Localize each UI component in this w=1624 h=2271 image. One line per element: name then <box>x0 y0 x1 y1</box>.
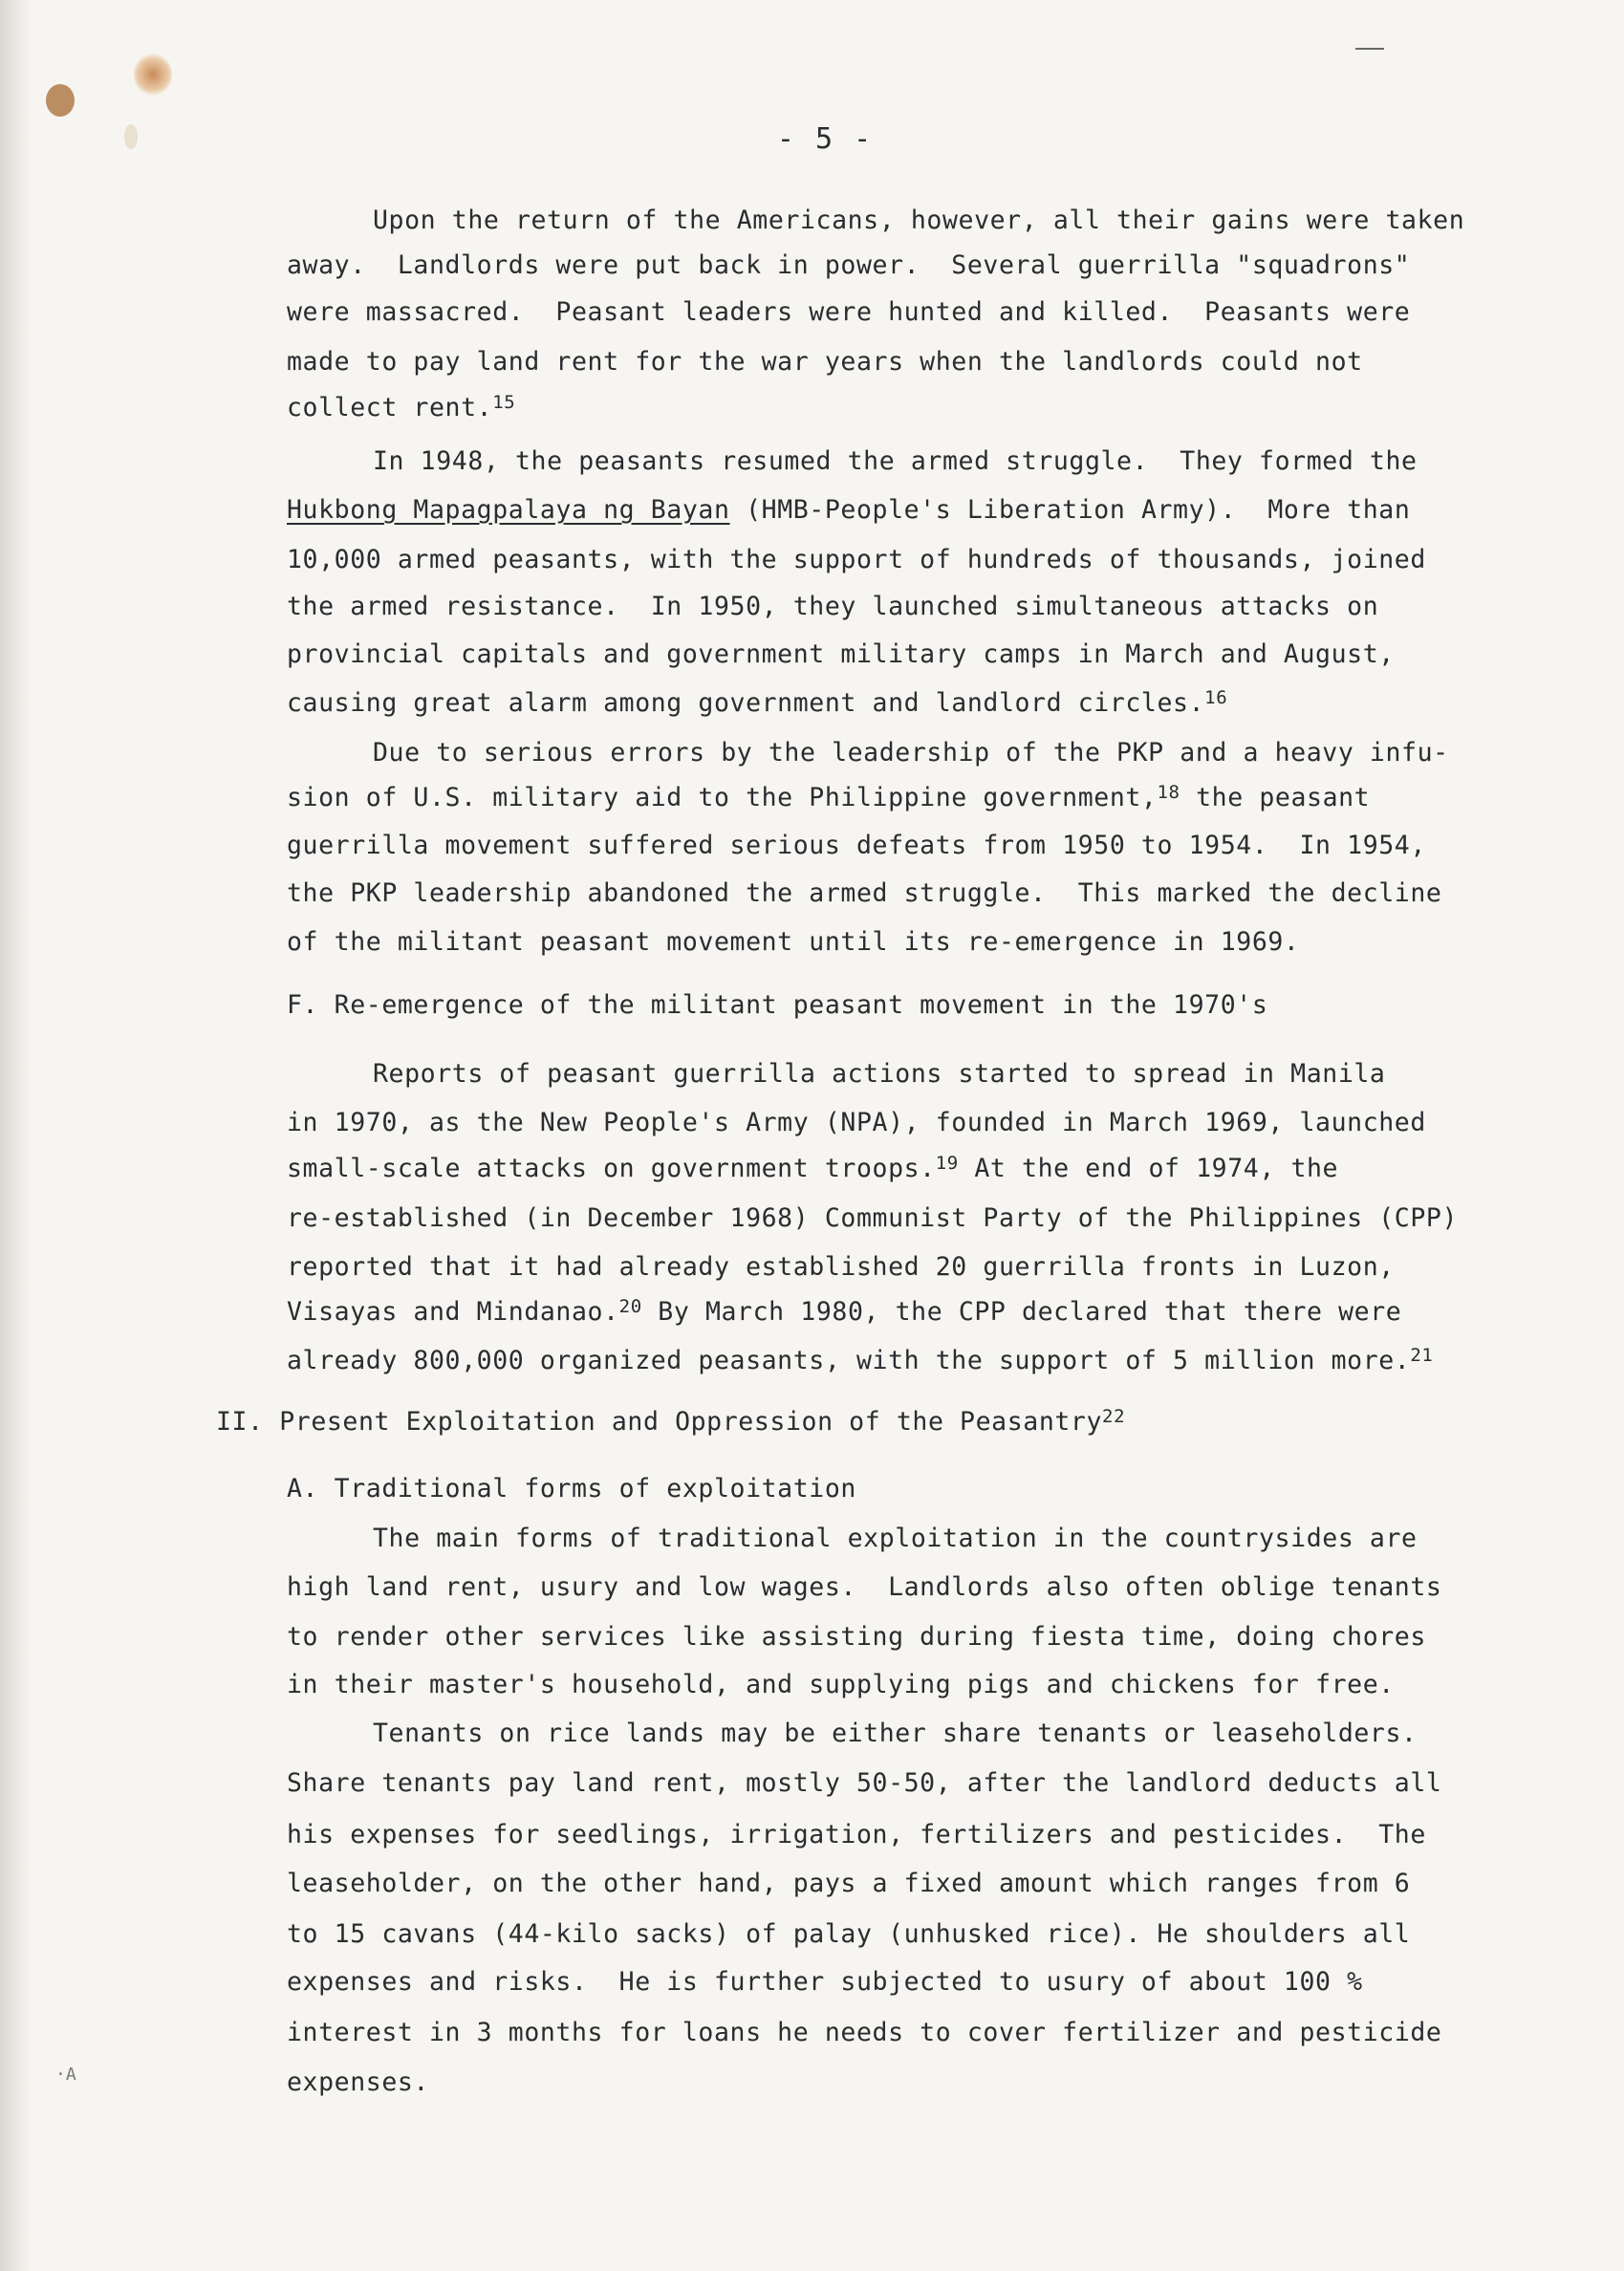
text-span: A. Traditional forms of exploitation <box>287 1474 856 1503</box>
text-span: Reports of peasant guerrilla actions started to spread in Manila <box>373 1059 1386 1089</box>
text-line <box>287 545 1426 574</box>
text-span: the armed resistance. In 1950, they launched simultaneous attacks on <box>287 592 1379 621</box>
text-span: of the militant peasant movement until its re-emergence in 1969. <box>287 927 1300 957</box>
text-span: Share tenants pay land rent, mostly 50-50, after the landlord deducts all <box>287 1768 1442 1798</box>
text-span: In 1948, the peasants resumed the armed struggle. They formed the <box>373 446 1418 476</box>
text-span: sion of U.S. military aid to the Philippine government, <box>287 783 1158 812</box>
text-line <box>373 1526 1418 1552</box>
text-line <box>287 1252 1395 1282</box>
text-line <box>287 1919 1411 1949</box>
text-line <box>287 1871 1410 1897</box>
text-span: re-established (in December 1968) Communist Party of the Philippines (CPP) <box>287 1203 1459 1233</box>
text-span: II. Present Exploitation and Oppression of the Peasantry <box>216 1407 1103 1437</box>
text-line <box>373 738 1449 768</box>
text-span: Tenants on rice lands may be either share tenants or leaseholders. <box>373 1719 1418 1748</box>
text-line <box>373 1721 1418 1747</box>
text-line <box>287 250 1411 280</box>
text-line <box>287 990 1268 1020</box>
text-span: in their master's household, and supplying pigs and chickens for free. <box>287 1670 1395 1699</box>
text-span: Upon the return of the Americans, however, all their gains were taken <box>373 205 1465 235</box>
text-span: his expenses for seedlings, irrigation, fertilizers and pesticides. The <box>287 1820 1426 1849</box>
text-line <box>287 347 1363 377</box>
text-line <box>287 639 1395 669</box>
text-span: (HMB-People's Liberation Army). More than <box>729 495 1411 525</box>
text-line <box>373 1059 1386 1089</box>
page-edge-shadow <box>0 0 32 2271</box>
text-line <box>373 205 1465 235</box>
footnote-ref: 19 <box>935 1153 959 1174</box>
text-line <box>287 1108 1426 1137</box>
text-span: Due to serious errors by the leadership of the PKP and a heavy infu- <box>373 738 1449 768</box>
text-line <box>287 1967 1363 1997</box>
text-line <box>287 2018 1442 2047</box>
text-span: F. Re-emergence of the militant peasant movement in the 1970's <box>287 990 1268 1020</box>
text-span: causing great alarm among government and landlord circles. <box>287 688 1205 718</box>
text-line <box>287 297 1411 327</box>
text-span: already 800,000 organized peasants, with the support of 5 million more. <box>287 1346 1411 1375</box>
text-span: leaseholder, on the other hand, pays a fixed amount which ranges from 6 <box>287 1869 1411 1898</box>
footnote-ref: 18 <box>1157 782 1180 803</box>
page-number: - 5 - <box>776 122 874 156</box>
stain-mark <box>134 54 172 96</box>
text-line <box>287 592 1379 621</box>
text-line <box>287 1345 1434 1375</box>
text-line <box>287 687 1228 718</box>
text-line <box>287 1474 856 1503</box>
text-span: the PKP leadership abandoned the armed struggle. This marked the decline <box>287 878 1442 908</box>
text-span: to render other services like assisting during fiesta time, doing chores <box>287 1622 1426 1652</box>
text-line <box>373 446 1418 476</box>
text-span: interest in 3 months for loans he needs to cover fertilizer and pesticide <box>287 2018 1442 2047</box>
footnote-ref: 21 <box>1410 1345 1434 1366</box>
margin-mark: ·A <box>55 2065 76 2085</box>
footnote-ref: 16 <box>1204 687 1228 708</box>
top-dash-mark <box>1355 48 1384 50</box>
text-line <box>287 878 1442 908</box>
text-span: away. Landlords were put back in power. Several guerrilla "squadrons" <box>287 250 1411 280</box>
text-span: guerrilla movement suffered serious defeats from 1950 to 1954. In 1954, <box>287 831 1426 860</box>
footnote-ref: 22 <box>1102 1406 1126 1427</box>
text-span: At the end of 1974, the <box>958 1154 1339 1183</box>
text-line <box>287 1572 1442 1602</box>
text-line <box>287 1153 1339 1183</box>
text-span: 10,000 armed peasants, with the support of hundreds of thousands, joined <box>287 545 1426 574</box>
text-span: in 1970, as the New People's Army (NPA), founded in March 1969, launched <box>287 1108 1426 1137</box>
text-span: expenses and risks. He is further subjected to usury of about 100 % <box>287 1967 1363 1997</box>
text-line <box>287 782 1371 812</box>
footnote-ref: 15 <box>492 392 516 413</box>
text-span: high land rent, usury and low wages. Landlords also often oblige tenants <box>287 1572 1442 1602</box>
text-span: expenses. <box>287 2067 429 2097</box>
text-line <box>287 1768 1442 1798</box>
text-line <box>287 2067 429 2097</box>
footnote-ref: 20 <box>618 1296 642 1317</box>
text-span: The main forms of traditional exploitation in the countrysides are <box>373 1524 1418 1553</box>
text-span: were massacred. Peasant leaders were hunted and killed. Peasants were <box>287 297 1411 327</box>
text-span: made to pay land rent for the war years when the landlords could not <box>287 347 1363 377</box>
text-line <box>216 1406 1126 1437</box>
text-span: provincial capitals and government military camps in March and August, <box>287 639 1395 669</box>
text-line <box>287 833 1426 859</box>
text-span: small-scale attacks on government troops. <box>287 1154 936 1183</box>
text-line <box>287 1622 1426 1652</box>
text-line <box>287 1296 1402 1327</box>
text-line <box>287 1203 1459 1233</box>
text-line <box>287 1670 1395 1699</box>
text-line <box>287 392 516 422</box>
text-line <box>287 495 1411 525</box>
underlined-term: Hukbong Mapagpalaya ng Bayan <box>287 495 730 525</box>
text-span: collect rent. <box>287 393 493 422</box>
text-line <box>287 927 1300 957</box>
stain-mark <box>46 84 75 117</box>
text-span: Visayas and Mindanao. <box>287 1297 619 1327</box>
text-span: to 15 cavans (44-kilo sacks) of palay (unhusked rice). He shoulders all <box>287 1919 1411 1949</box>
text-span: reported that it had already established 20 guerrilla fronts in Luzon, <box>287 1252 1395 1282</box>
text-line <box>287 1820 1426 1849</box>
stain-mark <box>124 124 138 149</box>
text-span: By March 1980, the CPP declared that there were <box>641 1297 1402 1327</box>
text-span: the peasant <box>1180 783 1371 812</box>
